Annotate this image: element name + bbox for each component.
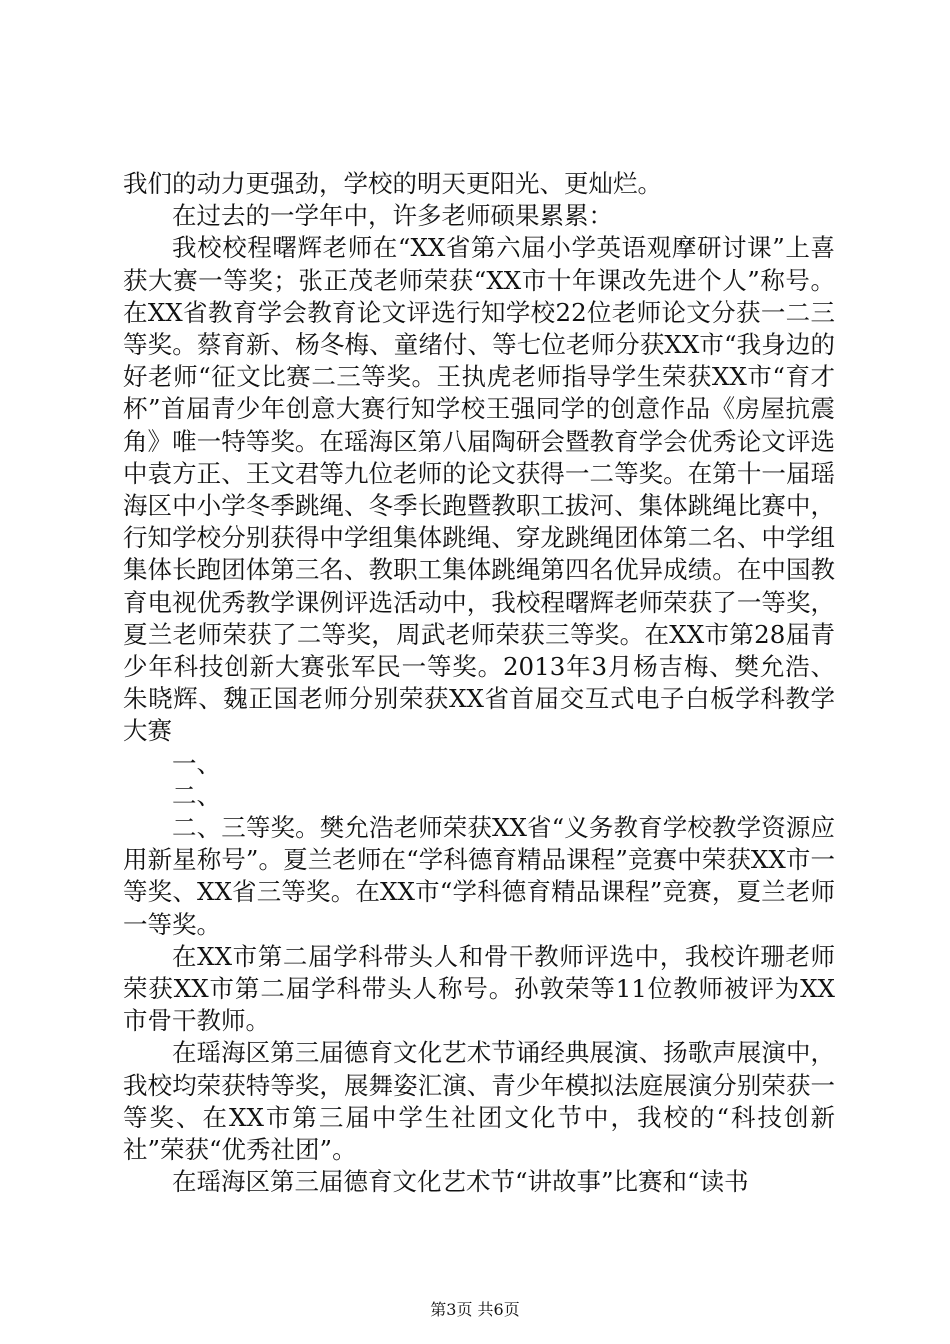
page-number: 第3页 共6页 [430, 1300, 520, 1319]
paragraph-teacher-selection: 在XX市第二届学科带头人和骨干教师评选中，我校许珊老师荣获XX市第二届学科带头人称号。孙敦荣等11位教师被评为XX市骨干教师。 [123, 941, 835, 1036]
paragraph-second-third-prize: 二、三等奖。樊允浩老师荣获XX省“义务教育学校教学资源应用新星称号”。夏兰老师在“学科德育精品课程”竞赛中荣获XX市一等奖、XX省三等奖。在XX市“学科德育精品课程”竞赛，夏兰老师一等奖。 [123, 813, 835, 939]
paragraph-arts-festival: 在瑶海区第三届德育文化艺术节诵经典展演、扬歌声展演中，我校均荣获特等奖，展舞姿汇演、青少年模拟法庭展演分别荣获一等奖、在XX市第三届中学生社团文化节中，我校的“科技创新社”荣获“优秀社团”。 [123, 1038, 835, 1165]
paragraph-list-item-one: 一、 [172, 748, 221, 778]
paragraph-awards: 我校校程曙辉老师在“XX省第六届小学英语观摩研讨课”上喜获大赛一等奖；张正茂老师荣获“XX市十年课改先进个人”称号。在XX省教育学会教育论文评选行知学校22位老师论文分获一二三等奖。蔡育新、杨冬梅、童绪付、等七位老师分获XX市“我身边的好老师“征文比赛二三等奖。王执虎老师指导学生荣获XX市“育才杯”首届青少年创意大赛行知学校王强同学的创意作品《房屋抗震角》唯一特等奖。在瑶海区第八届陶研会暨教育学会优秀论文评选中袁方正、王文君等九位老师的论文获得一二等奖。在第十一届瑶海区中小学冬季跳绳、冬季长跑暨教职工拔河、集体跳绳比赛中，行知学校分别获得中学组集体跳绳、穿龙跳绳团体第二名、中学组集体长跑团体第三名、教职工集体跳绳第四名优异成绩。在中国教育电视优秀教学课例评选活动中，我校程曙辉老师荣获了一等奖，夏兰老师荣获了二等奖，周武老师荣获三等奖。在XX市第28届青少年科技创新大赛张军民一等奖。2013年3月杨吉梅、樊允浩、朱晓辉、魏正国老师分别荣获XX省首届交互式电子白板学科教学大赛 [123, 233, 835, 746]
paragraph-list-item-two: 二、 [172, 780, 221, 810]
paragraph-storytelling: 在瑶海区第三届德育文化艺术节“讲故事”比赛和“读书 [172, 1167, 749, 1197]
body-text [123, 168, 835, 1199]
paragraph-continuation: 我们的动力更强劲，学校的明天更阳光、更灿烂。 [123, 169, 662, 198]
page-footer [0, 1300, 950, 1320]
paragraph-intro: 在过去的一学年中，许多老师硕果累累： [172, 201, 613, 231]
